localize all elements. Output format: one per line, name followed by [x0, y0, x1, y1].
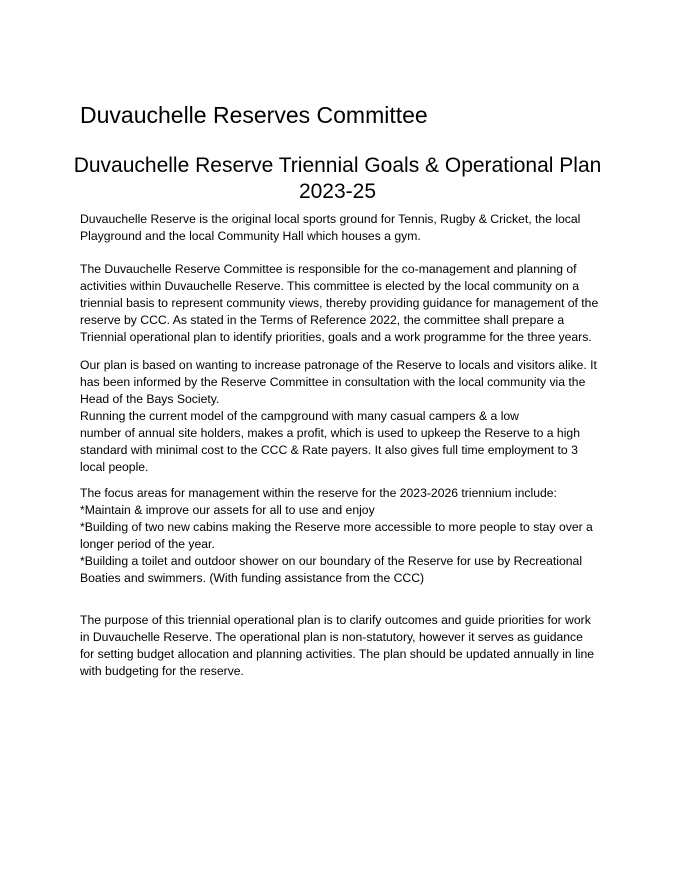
paragraph-reserve-intro	[80, 211, 580, 245]
paragraph-focus-areas	[80, 485, 593, 587]
paragraph-plan-basis	[80, 357, 597, 476]
text-line: The Duvauchelle Reserve Committee is responsible for the co-management and planning of	[80, 262, 577, 276]
text-line: longer period of the year.	[80, 537, 215, 551]
text-line: Our plan is based on wanting to increase patronage of the Reserve to locals and visitors alike. It	[80, 358, 597, 372]
text-line: Triennial operational plan to identify priorities, goals and a work programme for the three years.	[80, 330, 592, 344]
plan-title-line: Duvauchelle Reserve Triennial Goals & Operational Plan	[73, 154, 602, 177]
organization-title: Duvauchelle Reserves Committee	[80, 102, 428, 128]
plan-title	[60, 153, 615, 205]
paragraph-plan-purpose	[80, 612, 594, 680]
text-line: Running the current model of the campground with many casual campers & a low	[80, 409, 519, 423]
text-line: number of annual site holders, makes a profit, which is used to upkeep the Reserve to a high	[80, 426, 580, 440]
bullet-line: *Maintain & improve our assets for all to use and enjoy	[80, 503, 375, 517]
text-line: for setting budget allocation and planning activities. The plan should be updated annually in line	[80, 647, 595, 661]
text-line: Boaties and swimmers. (With funding assistance from the CCC)	[80, 571, 425, 585]
text-line: triennial basis to represent community views, thereby providing guidance for management of the	[80, 296, 599, 310]
text-line: standard with minimal cost to the CCC & Rate payers. It also gives full time employment to 3	[80, 443, 578, 457]
text-line: Playground and the local Community Hall which houses a gym.	[80, 229, 421, 243]
text-line: The focus areas for management within the reserve for the 2023-2026 triennium include:	[80, 486, 557, 500]
text-line: has been informed by the Reserve Committee in consultation with the local community via the	[80, 375, 586, 389]
paragraph-committee-role	[80, 261, 598, 346]
bullet-line: *Building a toilet and outdoor shower on our boundary of the Reserve for use by Recreational	[80, 554, 583, 568]
text-line: reserve by CCC. As stated in the Terms of Reference 2022, the committee shall prepare a	[80, 313, 565, 327]
text-line: Head of the Bays Society.	[80, 392, 220, 406]
bullet-line: *Building of two new cabins making the Reserve more accessible to more people to stay over a	[80, 520, 593, 534]
plan-title-line: 2023-25	[298, 180, 377, 203]
text-line: with budgeting for the reserve.	[80, 664, 244, 678]
text-line: Duvauchelle Reserve is the original local sports ground for Tennis, Rugby & Cricket, the local	[80, 212, 581, 226]
text-line: The purpose of this triennial operational plan is to clarify outcomes and guide priorities for work	[80, 613, 591, 627]
text-line: local people.	[80, 460, 149, 474]
text-line: activities within Duvauchelle Reserve. This committee is elected by the local community on a	[80, 279, 580, 293]
text-line: in Duvauchelle Reserve. The operational plan is non-statutory, however it serves as guidance	[80, 630, 583, 644]
